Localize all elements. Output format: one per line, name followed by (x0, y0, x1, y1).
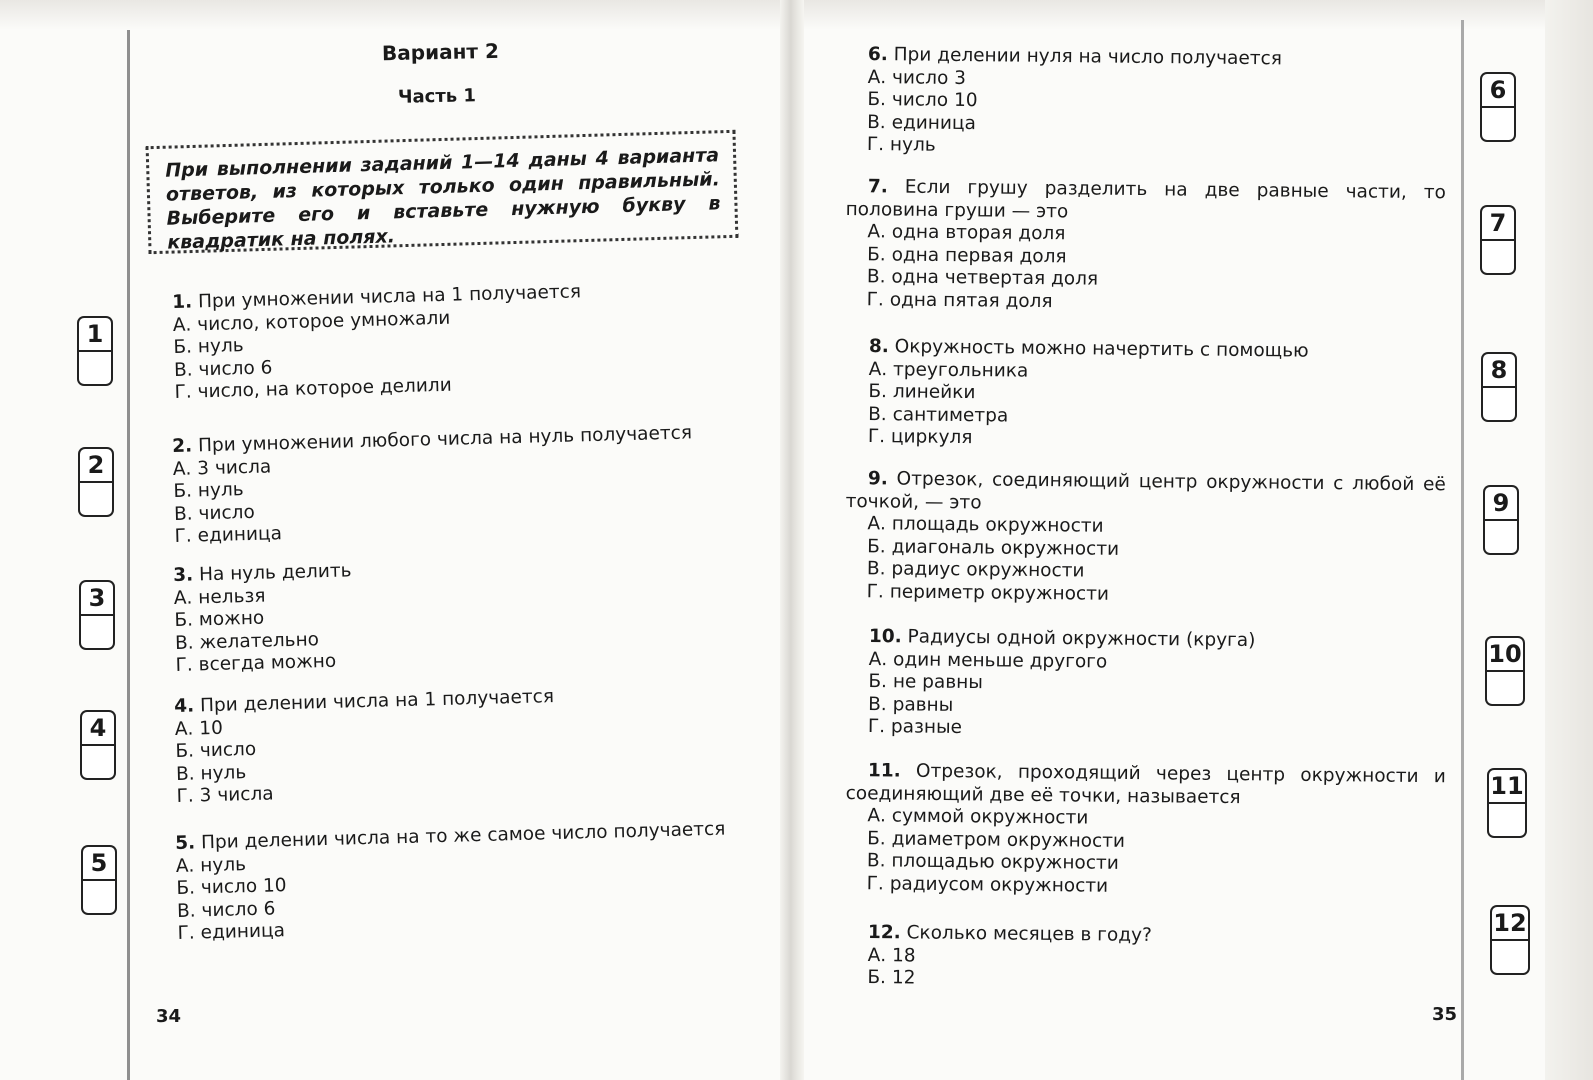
answer-field[interactable] (1480, 106, 1516, 142)
question-10: 10. Радиусы одной окружности (круга) А. один меньше другого Б. не равны В. равны Г. разные (867, 626, 1256, 738)
answer-box-12[interactable] (1490, 905, 1530, 975)
answer-box-number: 5 (81, 845, 117, 879)
question-1: 1. При умножении числа на 1 получается А. число, которое умножали Б. нуль В. число 6 Г. число, на которое делили (172, 281, 582, 403)
part-title: Часть 1 (397, 85, 477, 108)
answer-box-10[interactable] (1485, 636, 1525, 706)
question-2: 2. При умножении любого числа на нуль получается А. 3 числа Б. нуль В. число Г. единица (172, 422, 693, 547)
answer-box-number: 4 (80, 710, 116, 744)
answer-field[interactable] (81, 879, 117, 915)
answer-field[interactable] (1485, 670, 1525, 706)
answer-box-7[interactable] (1480, 205, 1516, 275)
question-5: 5. При делении числа на то же самое число получается А. нуль Б. число 10 В. число 6 Г. единица (175, 818, 726, 944)
margin-line-left (127, 30, 130, 1080)
answer-box-4[interactable] (80, 710, 116, 780)
answer-box-number: 8 (1481, 352, 1517, 386)
page-number-right: 35 (1432, 1004, 1458, 1025)
page-edge (1545, 0, 1593, 1080)
question-12: 12. Сколько месяцев в году? А. 18 Б. 12 (867, 922, 1152, 989)
question-8: 8. Окружность можно начертить с помощью А. треугольника Б. линейки В. сантиметра Г. циркуля (867, 336, 1309, 449)
answer-field[interactable] (79, 614, 115, 650)
answer-field[interactable] (78, 481, 114, 517)
answer-box-1[interactable] (77, 316, 113, 386)
answer-box-8[interactable] (1481, 352, 1517, 422)
answer-box-number: 9 (1483, 485, 1519, 519)
question-3: 3. На нуль делить А. нельзя Б. можно В. желательно Г. всегда можно (173, 560, 352, 676)
answer-field[interactable] (1480, 239, 1516, 275)
answer-box-number: 3 (79, 580, 115, 614)
book-gutter (780, 0, 804, 1080)
question-9: 9. Отрезок, соединяющий центр окружности с любой её точкой, — это А. площадь окружности Б. диагональ окружности В. радиус окружности Г. периметр окружности (845, 468, 1446, 605)
question-11: 11. Отрезок, проходящий через центр окружности и соединяющий две её точки, называется А. суммой окружности Б. диаметром окружности В. площадью окружности Г. радиусом окружности (845, 760, 1446, 897)
answer-box-number: 12 (1490, 905, 1530, 939)
answer-box-11[interactable] (1487, 768, 1527, 838)
margin-line-right (1461, 20, 1464, 1080)
answer-box-9[interactable] (1483, 485, 1519, 555)
answer-box-number: 7 (1480, 205, 1516, 239)
question-7: 7. Если грушу разделить на две равные части, то половина груши — это А. одна вторая доля Б. одна первая доля В. одна четвертая доля Г. одна пятая доля (845, 176, 1446, 312)
answer-field[interactable] (80, 744, 116, 780)
answer-field[interactable] (1490, 939, 1530, 975)
answer-box-6[interactable] (1480, 72, 1516, 142)
answer-box-number: 2 (78, 447, 114, 481)
question-4: 4. При делении числа на 1 получается А. 10 Б. число В. нуль Г. 3 числа (174, 686, 555, 807)
question-6: 6. При делении нуля на число получается А. число 3 Б. число 10 В. единица Г. нуль (866, 44, 1282, 156)
answer-field[interactable] (1483, 519, 1519, 555)
variant-title: Вариант 2 (381, 38, 500, 66)
answer-field[interactable] (77, 350, 113, 386)
instruction-box: При выполнении заданий 1—14 даны 4 варианта ответов, из которых только один правильный. Выберите его и вставьте нужную букву в квадратик на полях. (146, 130, 739, 254)
answer-box-number: 11 (1487, 768, 1527, 802)
answer-box-3[interactable] (79, 580, 115, 650)
answer-box-number: 1 (77, 316, 113, 350)
answer-field[interactable] (1481, 386, 1517, 422)
answer-field[interactable] (1487, 802, 1527, 838)
answer-box-5[interactable] (81, 845, 117, 915)
answer-box-number: 10 (1485, 636, 1525, 670)
answer-box-number: 6 (1480, 72, 1516, 106)
answer-box-2[interactable] (78, 447, 114, 517)
page-number-left: 34 (156, 1006, 182, 1027)
